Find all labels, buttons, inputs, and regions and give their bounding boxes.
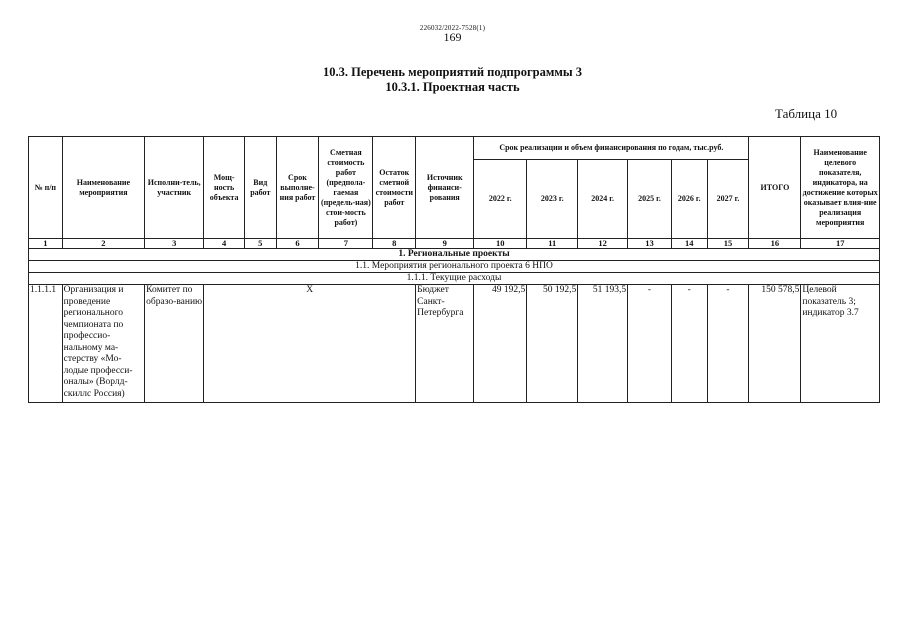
column-number: 12 [578, 239, 628, 249]
col-header-year-2022: 2022 г. [474, 160, 527, 239]
column-number: 9 [416, 239, 474, 249]
col-header-estimate: Сметная стоимость работ (предпола-гаемая (предель-ная) стои-мость работ) [319, 137, 373, 239]
column-number: 1 [29, 239, 63, 249]
col-header-year-2023: 2023 г. [527, 160, 578, 239]
column-number: 8 [373, 239, 416, 249]
section-regional-projects: 1. Региональные проекты [29, 249, 880, 261]
column-number: 10 [474, 239, 527, 249]
col-header-year-2025: 2025 г. [628, 160, 672, 239]
page-number: 169 [443, 30, 462, 44]
row-value-2027: - [707, 285, 749, 403]
column-number: 5 [245, 239, 277, 249]
row-value-2024: 51 193,5 [578, 285, 628, 403]
row-value-2022: 49 192,5 [474, 285, 527, 403]
col-header-total: ИТОГО [749, 137, 801, 239]
row-funding-source: Бюджет Санкт-Петербурга [416, 285, 474, 403]
col-header-num: № п/п [29, 137, 63, 239]
column-numbers-row [29, 239, 880, 249]
row-executor: Комитет по образо-ванию [145, 285, 204, 403]
col-header-financing-group: Срок реализации и объем финансирования по годам, тыс.руб. [474, 137, 749, 160]
section-regional-project-npo: 1.1. Мероприятия регионального проекта 6 НПО [29, 261, 880, 273]
col-header-year-2027: 2027 г. [707, 160, 749, 239]
column-number: 2 [62, 239, 145, 249]
row-total: 150 578,5 [749, 285, 801, 403]
column-number: 3 [145, 239, 204, 249]
row-value-2025: - [628, 285, 672, 403]
col-header-name: Наименование мероприятия [62, 137, 145, 239]
table-label: Таблица 10 [775, 106, 838, 121]
col-header-indicator: Наименование целевого показателя, индикатора, на достижение которых оказывает влия-ние реализация мероприятия [801, 137, 880, 239]
document-stamp: 226032/2022-7528(1) [419, 24, 486, 32]
column-number: 17 [801, 239, 880, 249]
col-header-source: Источник финанси-рования [416, 137, 474, 239]
col-header-year-2024: 2024 г. [578, 160, 628, 239]
page-subtitle: 10.3.1. Проектная часть [385, 80, 520, 94]
page-title: 10.3. Перечень мероприятий подпрограммы 3 [322, 65, 583, 79]
column-number: 7 [319, 239, 373, 249]
col-header-remainder: Остаток сметной стоимости работ [373, 137, 416, 239]
column-number: 4 [204, 239, 245, 249]
activities-table [28, 136, 880, 403]
row-activity-name: Организация и проведение регионального чемпионата по профессио-нальному ма-стерству «Мо-лодые професси-оналы» (Ворлд-скиллс Россия) [62, 285, 145, 403]
column-number: 6 [276, 239, 319, 249]
column-number: 11 [527, 239, 578, 249]
table-row [29, 285, 880, 403]
row-indicator: Целевой показатель 3; индикатор 3.7 [801, 285, 880, 403]
column-number: 14 [671, 239, 707, 249]
row-merged-x-value: Х [204, 285, 416, 403]
row-number: 1.1.1.1 [29, 285, 63, 403]
column-number: 13 [628, 239, 672, 249]
col-header-year-2026: 2026 г. [671, 160, 707, 239]
col-header-executor: Исполни-тель, участник [145, 137, 204, 239]
column-number: 15 [707, 239, 749, 249]
section-current-expenses: 1.1.1. Текущие расходы [29, 273, 880, 285]
col-header-term: Срок выполне-ния работ [276, 137, 319, 239]
row-value-2023: 50 192,5 [527, 285, 578, 403]
col-header-capacity: Мощ-ность объекта [204, 137, 245, 239]
col-header-work-type: Вид работ [245, 137, 277, 239]
column-number: 16 [749, 239, 801, 249]
row-value-2026: - [671, 285, 707, 403]
